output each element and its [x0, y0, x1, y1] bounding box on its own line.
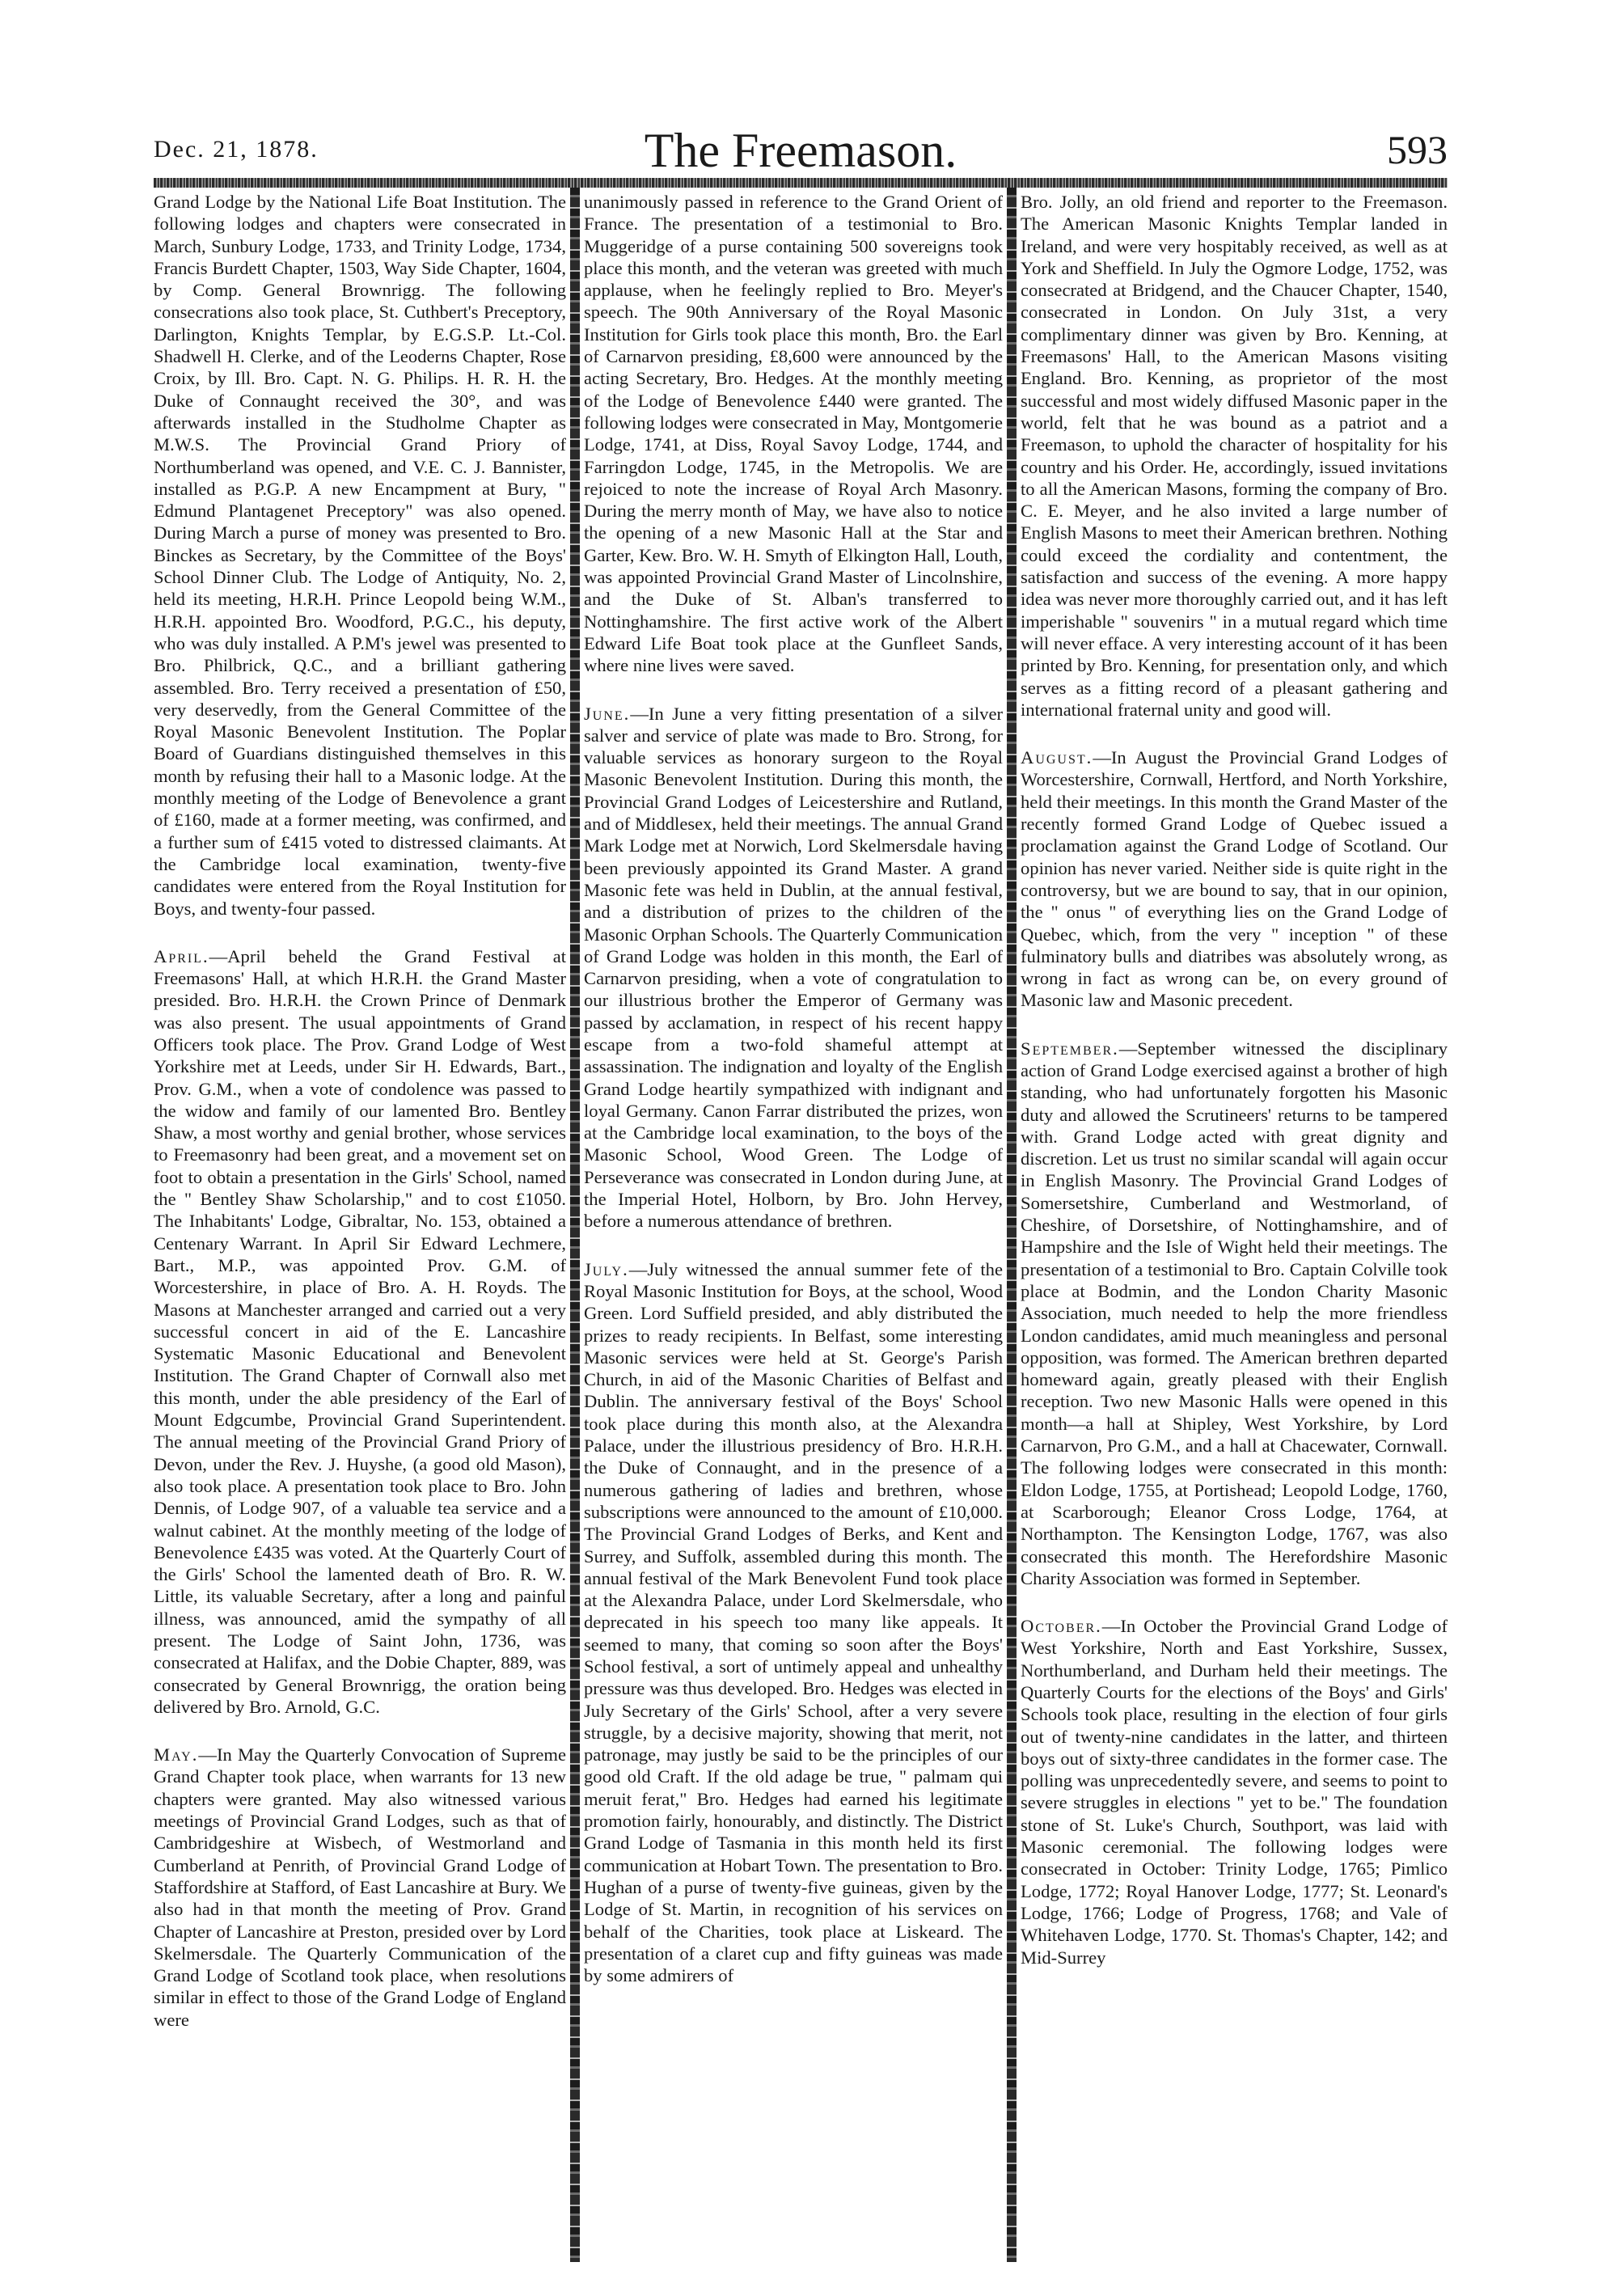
section-head-october: October. [1021, 1616, 1102, 1637]
issue-date: Dec. 21, 1878. [154, 136, 319, 163]
paragraph: August.—In August the Provincial Grand Lodges of Worcestershire, Cornwall, Hertford, and North Yorkshire, held their meetings. In this month the Grand Master of the recently formed Grand Lodge of Quebec issued a proclamation against the Grand Lodge of Scotland. Our opinion has never varied. Neither side is quite right in the controversy, but we are bound to say, that in our opinion, the " onus " of everything lies on the Grand Lodge of Quebec, which, from the very " inception " of these fulminatory bulls and diatribes was absolutely wrong, as wrong in fact as wrong can be, on every ground of Masonic law and Masonic precedent. [1021, 747, 1448, 1011]
paragraph: September.—September witnessed the disciplinary action of Grand Lodge exercised against a brother of high standing, who had unfortunately forgotten his Masonic duty and allowed the Scrutineers' returns to be tampered with. Grand Lodge acted with great dignity and discretion. Let us trust no similar scandal will again occur in English Masonry. The Provincial Grand Lodges of Somersetshire, Cumberland and Westmorland, of Cheshire, of Dorsetshire, of Nottinghamshire, and of Hampshire and the Isle of Wight held their meetings. The presentation of a testimonial to Bro. Captain Colville took place at Bodmin, and the London Charity Masonic Association, much needed to help the more friendless London candidates, amid much meaningless and personal opposition, was formed. The American brethren departed homeward again, greatly pleased with their English reception. Two new Masonic Halls were opened in this month—a hall at Shipley, West Yorkshire, by Lord Carnarvon, Pro G.M., and a hall at Chacewater, Cornwall. The following lodges were consecrated in this month: Eldon Lodge, 1755, at Portishead; Leopold Lodge, 1760, at Scarborough; Eleanor Cross Lodge, 1764, at Northampton. The Kensington Lodge, 1767, was also consecrated this month. The Herefordshire Masonic Charity Association was formed in September. [1021, 1038, 1448, 1588]
column-divider [1007, 188, 1017, 2262]
paragraph: May.—In May the Quarterly Convocation of Supreme Grand Chapter took place, when warrants for 13 new chapters were granted. May also witnessed various meetings of Provincial Grand Lodges, such as that of Cambridgeshire at Wisbech, of Westmorland and Cumberland at Penrith, of Provincial Grand Lodge of Staffordshire at Stafford, of East Lancashire at Bury. We also had in that month the meeting of Prov. Grand Chapter of Lancashire at Preston, presided over by Lord Skelmersdale. The Quarterly Communication of the Grand Lodge of Scotland took place, when resolutions similar in effect to those of the Grand Lodge of England were [154, 1744, 566, 2030]
paragraph: April.—April beheld the Grand Festival at Freemasons' Hall, at which H.R.H. the Grand Master presided. Bro. H.R.H. the Crown Prince of Denmark was also present. The usual appointments of Grand Officers took place. The Prov. Grand Lodge of West Yorkshire met at Leeds, under Sir H. Edwards, Bart., Prov. G.M., when a vote of condolence was passed to the widow and family of our lamented Bro. Bentley Shaw, a most worthy and genial brother, whose services to Freemasonry had been great, and a movement set on foot to obtain a presentation in the Girls' School, named the " Bentley Shaw Scholarship," and to cost £1050. The Inhabitants' Lodge, Gibraltar, No. 153, obtained a Centenary Warrant. In April Sir Edward Lechmere, Bart., M.P., was appointed Prov. G.M. of Worcestershire, in place of Bro. A. H. Royds. The Masons at Manchester arranged and carried out a very successful concert in aid of the E. Lancashire Systematic Masonic Educational and Benevolent Institution. The Grand Chapter of Cornwall also met this month, under the able presidency of the Earl of Mount Edgcumbe, Provincial Grand Superintendent. The annual meeting of the Provincial Grand Priory of Devon, under the Rev. J. Huyshe, (a good old Mason), also took place. A presentation took place to Bro. John Dennis, of Lodge 907, of a valuable tea service and a walnut cabinet. At the monthly meeting of the lodge of Benevolence £435 was voted. At the Quarterly Court of the Girls' School the lamented death of Bro. R. W. Little, its valuable Secretary, after a long and painful illness, was announced, amid the sympathy of all present. The Lodge of Saint John, 1736, was consecrated at Halifax, and the Dobie Chapter, 889, was consecrated by General Brownrigg, the oration being delivered by Bro. Arnold, G.C. [154, 945, 566, 1717]
section-head-june: June. [584, 703, 631, 724]
column-2 [584, 191, 1003, 2261]
paragraph: July.—July witnessed the annual summer fete of the Royal Masonic Institution for Boys, at the school, Wood Green. Lord Suffield presided, and ably distributed the prizes to ready recipients. In Belfast, some interesting Masonic services were held at St. George's Parish Church, in aid of the Masonic Charities of Belfast and Dublin. The anniversary festival of the Boys' School took place during this month also, at the Alexandra Palace, under the illustrious presidency of Bro. H.R.H. the Duke of Connaught, and in the presence of a numerous gathering of ladies and brethren, whose subscriptions were announced to the amount of £10,000. The Provincial Grand Lodges of Berks, and Kent and Surrey, and Suffolk, assembled during this month. The annual festival of the Mark Benevolent Fund took place at the Alexandra Palace, under Lord Skelmersdale, who deprecated in his speech too many like appeals. It seemed to many, that coming so soon after the Boys' School festival, a sort of untimely appeal and unhealthy pressure was thus developed. Bro. Hedges was elected in July Secretary of the Girls' School, after a very severe struggle, by a decisive majority, showing that merit, not patronage, may justly be said to be the principles of our good old Craft. If the old adage be true, " palmam qui meruit ferat," Bro. Hedges had earned his legitimate promotion fairly, honourably, and distinctly. The District Grand Lodge of Tasmania in this month held its first communication at Hobart Town. The presentation to Bro. Hughan of a purse of twenty-five guineas, given by the Lodge of St. Martin, in recognition of his services on behalf of the Charities, took place at Liskeard. The presentation of a claret cup and fifty guineas was made by some admirers of [584, 1258, 1003, 1986]
newspaper-title: The Freemason. [644, 124, 957, 177]
section-head-september: September. [1021, 1038, 1119, 1059]
section-head-april: April. [154, 945, 209, 966]
paragraph: Grand Lodge by the National Life Boat Institution. The following lodges and chapters were consecrated in March, Sunbury Lodge, 1733, and Trinity Lodge, 1734, Francis Burdett Chapter, 1503, Way Side Chapter, 1604, by Comp. General Brownrigg. The following consecrations also took place, St. Cuthbert's Preceptory, Darlington, Knights Templar, by E.G.S.P. Lt.-Col. Shadwell H. Clerke, and of the Leoderns Chapter, Rose Croix, by Ill. Bro. Capt. N. G. Philips. H. R. H. the Duke of Connaught received the 30°, and was afterwards installed in the Studholme Chapter as M.W.S. The Provincial Grand Priory of Northumberland was opened, and V.E. C. J. Bannister, installed as P.G.P. A new Encampment at Bury, " Edmund Plantagenet Preceptory" was also opened. During March a purse of money was presented to Bro. Binckes as Secretary, by the Committee of the Boys' School Dinner Club. The Lodge of Antiquity, No. 2, held its meeting, H.R.H. Prince Leopold being W.M., H.R.H. appointed Bro. Woodford, P.G.C., his deputy, who was duly installed. A P.M's jewel was presented to Bro. Philbrick, Q.C., and a brilliant gathering assembled. Bro. Terry received a presentation of £50, very deservedly, from the General Committee of the Royal Masonic Benevolent Institution. The Poplar Board of Guardians distinguished themselves in this month by refusing their hall to a Masonic lodge. At the monthly meeting of the Lodge of Benevolence a grant of £160, made at a former meeting, was confirmed, and a further sum of £415 voted to distressed claimants. At the Cambridge local examination, twenty-five candidates were entered from the Royal Institution for Boys, and twenty-four passed. [154, 192, 566, 919]
section-head-july: July. [584, 1258, 629, 1279]
paragraph: unanimously passed in reference to the Grand Orient of France. The presentation of a testimonial to Bro. Muggeridge of a purse containing 500 sovereigns took place this month, and the veteran was greeted with much applause, when he feelingly replied to Bro. Meyer's speech. The 90th Anniversary of the Royal Masonic Institution for Girls took place this month, Bro. the Earl of Carnarvon presiding, £8,600 were announced by the acting Secretary, Bro. Hedges. At the monthly meeting of the Lodge of Benevolence £440 were granted. The following lodges were consecrated in May, Montgomerie Lodge, 1741, at Diss, Royal Savoy Lodge, 1744, and Farringdon Lodge, 1745, in the Metropolis. We are rejoiced to note the increase of Royal Arch Masonry. During the merry month of May, we have also to notice the opening of a new Masonic Hall at the Star and Garter, Kew. Bro. W. H. Smyth of Elkington Hall, Louth, was appointed Provincial Grand Master of Lincolnshire, and the Duke of St. Alban's transferred to Nottinghamshire. The first active work of the Albert Edward Life Boat took place at the Gunfleet Sands, where nine lives were saved. [584, 192, 1003, 676]
page-number: 593 [1387, 127, 1448, 172]
header-rule [154, 178, 1448, 188]
section-head-august: August. [1021, 747, 1093, 768]
column-divider [570, 188, 580, 2262]
section-head-may: May. [154, 1744, 199, 1765]
column-3 [1021, 191, 1448, 2261]
paragraph: October.—In October the Provincial Grand Lodge of West Yorkshire, North and East Yorkshire, Sussex, Northumberland, and Durham held their meetings. The Quarterly Courts for the elections of the Boys' and Girls' Schools took place, resulting in the election of four girls out of twenty-nine candidates in the latter, and thirteen boys out of sixty-three candidates in the former case. The polling was unprecedentedly severe, and seems to point to severe struggles in elections " yet to be." The foundation stone of St. Luke's Church, Southport, was laid with Masonic ceremonial. The following lodges were consecrated in October: Trinity Lodge, 1765; Pimlico Lodge, 1772; Royal Hanover Lodge, 1777; St. Leonard's Lodge, 1766; Lodge of Progress, 1768; and Vale of Whitehaven Lodge, 1770. St. Thomas's Chapter, 142; and Mid-Surrey [1021, 1616, 1448, 1968]
paragraph: June.—In June a very fitting presentation of a silver salver and service of plate was made to Bro. Strong, for valuable services as honorary surgeon to the Royal Masonic Benevolent Institution. During this month, the Provincial Grand Lodges of Leicestershire and Rutland, and of Middlesex, held their meetings. The annual Grand Mark Lodge met at Norwich, Lord Skelmersdale having been previously appointed its Grand Master. A grand Masonic fete was held in Dublin, at the annual festival, and a distribution of prizes to the children of the Masonic Orphan Schools. The Quarterly Communication of Grand Lodge was holden in this month, the Earl of Carnarvon presiding, when a vote of congratulation to our illustrious brother the Emperor of Germany was passed by acclamation, in respect of his recent happy escape from a two-fold shameful attempt at assassination. The indignation and loyalty of the English Grand Lodge heartily sympathized with indignant and loyal Germany. Canon Farrar distributed the prizes, won at the Cambridge local examination, to the boys of the Masonic School, Wood Green. The Lodge of Perseverance was consecrated in London during June, at the Imperial Hotel, Holborn, by Bro. John Hervey, before a numerous attendance of brethren. [584, 703, 1003, 1232]
paragraph: Bro. Jolly, an old friend and reporter to the Freemason. The American Masonic Knights Templar landed in Ireland, and were very hospitably received, as well as at York and Sheffield. In July the Ogmore Lodge, 1752, was consecrated at Bridgend, and the Chaucer Chapter, 1540, consecrated in London. On July 31st, a very complimentary dinner was given by Bro. Kenning, at Freemasons' Hall, to the American Masons visiting England. Bro. Kenning, as proprietor of the most successful and most widely diffused Masonic paper in the world, felt that he was bound as a patriot and a Freemason, to uphold the character of hospitality for his country and his Order. He, accordingly, issued invitations to all the American Masons, forming the company of Bro. C. E. Meyer, and he also invited a large number of English Masons to meet their American brethren. Nothing could exceed the cordiality and contentment, the satisfaction and success of the evening. A more happy idea was never more thoroughly carried out, and it has left imperishable " souvenirs " in a mutual regard which time will never efface. A very interesting account of it has been printed by Bro. Kenning, for presentation only, and which serves as a fitting record of a pleasant gathering and international fraternal unity and good will. [1021, 192, 1448, 720]
column-1 [154, 191, 566, 2261]
masthead [154, 110, 1448, 175]
